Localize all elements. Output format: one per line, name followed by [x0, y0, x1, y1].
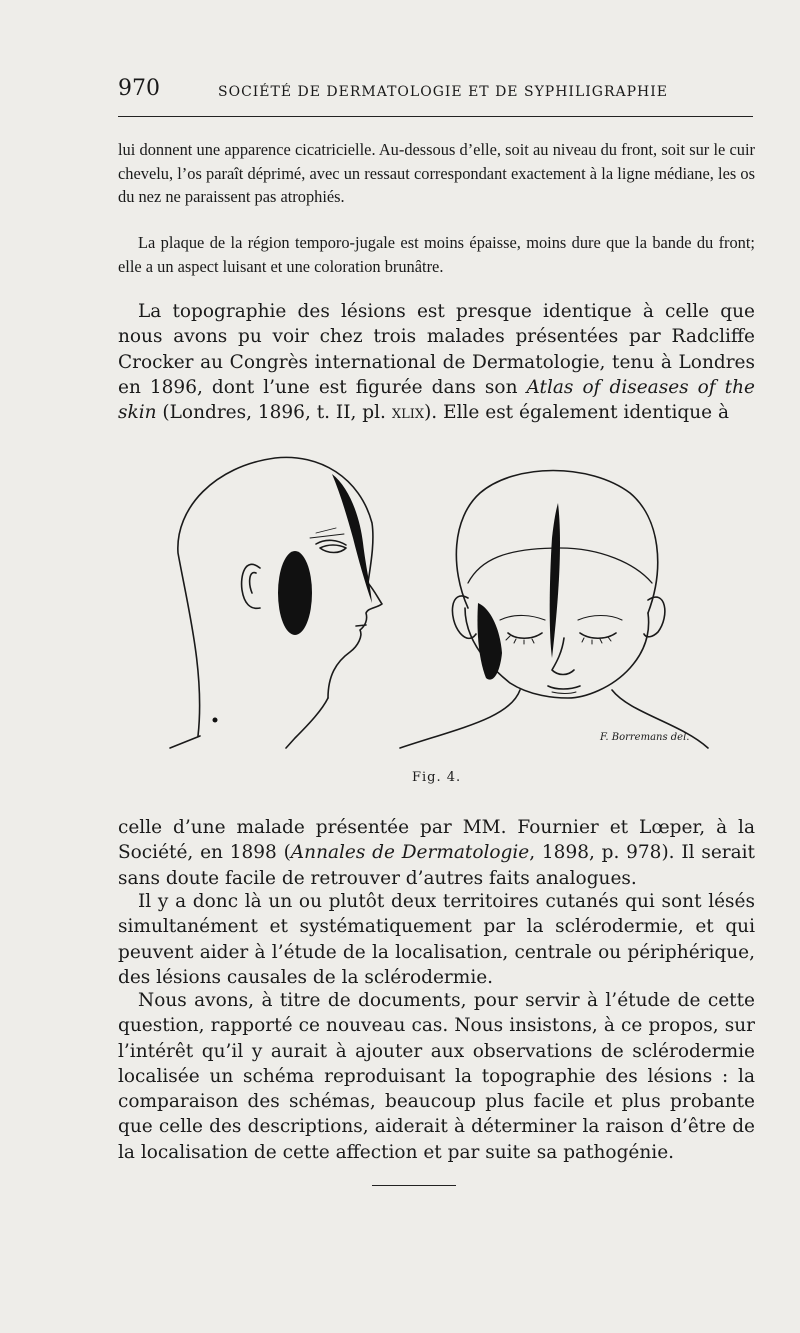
- paragraph-5: Il y a donc là un ou plutôt deux territoires cutanés qui sont lésés simultanément et systématiquement par la sclérodermie, et qui peuvent aider à l’étude de la localisation, centrale ou périphérique, des lésions causales de la sclérodermie.: [118, 891, 755, 988]
- paragraph-4-text-a: celle d’une malade présentée par MM. Fournier et Lœper, à la Société, en 1898 (: [118, 817, 755, 864]
- paragraph-1: lui donnent une apparence cicatricielle. Au-dessous d’elle, soit au niveau du front, soit sur le cuir chevelu, l’os paraît déprimé, avec un ressaut correspondant exactement à la ligne médiane, les os du nez ne paraissent pas atrophiés.: [118, 140, 755, 206]
- lesion-band-forehead-left: [332, 474, 372, 603]
- lesion-plaque-cheek-left: [278, 551, 312, 635]
- paragraph-3-text-a: La topographie des lésions est presque identique à celle que nous avons pu voir chez trois malades présentées par Radcliffe Crocker au Congrès international de Dermatologie, tenu à Londres en 1896, dont l’une est figurée dans son: [118, 301, 755, 398]
- end-rule: [372, 1185, 456, 1186]
- mark-dot: [213, 718, 218, 723]
- running-title: SOCIÉTÉ DE DERMATOLOGIE ET DE SYPHILIGRAPHIE: [218, 84, 669, 100]
- paragraph-3-text-c: ). Elle est également identique à: [424, 402, 729, 424]
- paragraph-6: Nous avons, à titre de documents, pour servir à l’étude de cette question, rapporté ce nouveau cas. Nous insistons, à ce propos, sur l’intérêt qu’il y aurait à ajouter aux observations de sclérodermie localisée un schéma reproduisant la topographie des lésions : la comparaison des schémas, beaucoup plus facile et plus probante que celle des descriptions, aiderait à déterminer la raison d’être de la localisation de cette affection et par suite sa pathogénie.: [118, 990, 755, 1163]
- lesion-plaque-cheek-right: [477, 603, 502, 680]
- paragraph-3: [118, 299, 755, 425]
- figure-4-illustration: [160, 448, 720, 758]
- paragraph-2: La plaque de la région temporo-jugale est moins épaisse, moins dure que la bande du front; elle a un aspect luisant et une coloration brunâtre.: [118, 233, 755, 276]
- artist-signature: F. Borremans del.: [600, 732, 690, 743]
- running-head: [118, 76, 758, 106]
- figure-caption: Fig. 4.: [412, 770, 462, 785]
- atlas-title: Atlas of diseases of the skin: [118, 376, 755, 424]
- journal-title: Annales de Dermatologie: [290, 842, 530, 864]
- paragraph-4-text-b: , 1898, p. 978). Il serait sans doute facile de retrouver d’autres faits analogues.: [118, 842, 755, 889]
- page-number: 970: [118, 76, 160, 101]
- paragraph-4: [118, 815, 755, 891]
- plate-number: xlix: [391, 402, 425, 424]
- header-rule: [118, 116, 753, 117]
- paragraph-3-text-b: (Londres, 1896, t. II, pl.: [156, 402, 392, 424]
- lesion-band-forehead-right: [550, 503, 560, 658]
